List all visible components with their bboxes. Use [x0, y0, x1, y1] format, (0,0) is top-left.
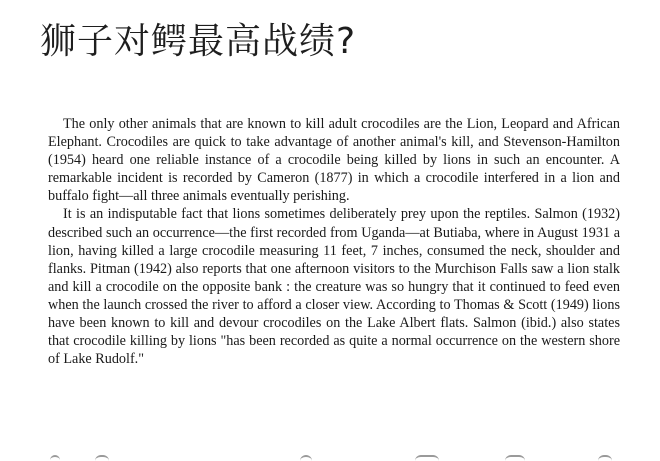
- paragraph-2: It is an indisputable fact that lions sometimes deliberately prey upon the reptiles. Salmon (1932) described such an occurrence—the first recorded from Uganda—at Butiaba, where in August 1931 a lion, having killed a large crocodile measuring 11 feet, 7 inches, consumed the neck, shoulder and flanks. Pitman (1942) also reports that one afternoon visitors to the Murchison Falls saw a lion stalk and kill a crocodile on the opposite bank : the creature was so hungry that it continued to feed even when the launch crossed the river to afford a closer view. According to Thomas & Scott (1949) lions have been known to kill and devour crocodiles on the Lake Albert flats. Salmon (ibid.) also states that crocodile killing by lions "has been recorded as quite a normal occurrence on the western shore of Lake Rudolf.": [48, 206, 620, 368]
- cropped-mark: [95, 455, 109, 461]
- paragraph-1: The only other animals that are known to kill adult crocodiles are the Lion, Leopard and African Elephant. Crocodiles are quick to take advantage of another animal's kill, and Stevenson-Hamilton (1954) heard one reliable instance of a crocodile being killed by lions in such an encounter. A remarkable incident is recorded by Cameron (1877) in which a crocodile interfered in a lion and buffalo fight—all three animals eventually perishing.: [48, 116, 620, 205]
- cropped-bottom-edge: [0, 453, 660, 461]
- cropped-mark: [415, 455, 439, 461]
- page-title: 狮子对鳄最高战绩?: [40, 21, 357, 62]
- cropped-mark: [300, 455, 312, 461]
- cropped-mark: [50, 455, 60, 461]
- cropped-mark: [505, 455, 525, 461]
- article-body: [48, 115, 620, 368]
- cropped-mark: [598, 455, 612, 461]
